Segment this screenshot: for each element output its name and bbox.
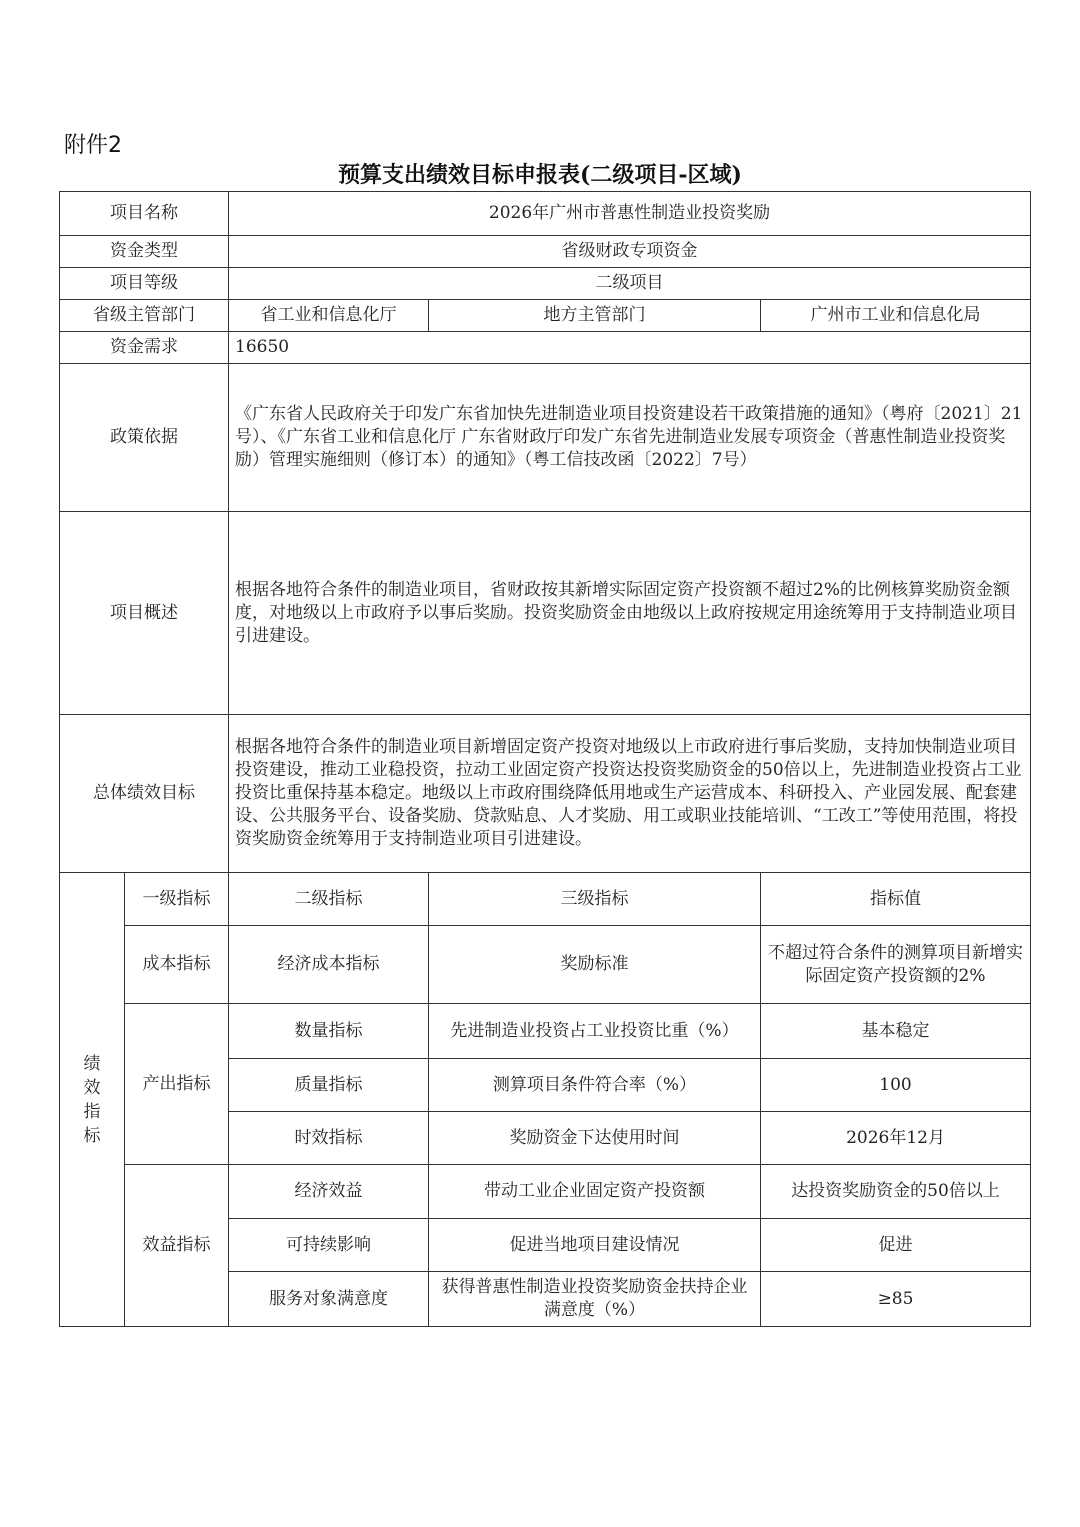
policy-basis-row xyxy=(60,364,1031,512)
project-level-row xyxy=(60,268,1031,300)
indicator-header-row xyxy=(60,873,1031,926)
attachment-label: 附件2 xyxy=(64,133,122,158)
benefit-level2: 可持续影响 xyxy=(229,1219,429,1272)
performance-target-form xyxy=(59,191,1031,1327)
benefit-indicator-row xyxy=(60,1165,1031,1219)
cost-level1: 成本指标 xyxy=(125,926,229,1004)
project-level-value: 二级项目 xyxy=(229,268,1031,300)
output-level3: 测算项目条件符合率（%） xyxy=(429,1059,761,1112)
fund-type-value: 省级财政专项资金 xyxy=(229,236,1031,268)
local-dept-value: 广州市工业和信息化局 xyxy=(761,300,1031,332)
overview-label: 项目概述 xyxy=(60,512,229,715)
output-level2: 质量指标 xyxy=(229,1059,429,1112)
indicator-section-label: 绩效指标 xyxy=(83,1053,101,1146)
policy-basis-value: 《广东省人民政府关于印发广东省加快先进制造业项目投资建设若干政策措施的通知》（粤府〔2021〕21号）、《广东省工业和信息化厅 广东省财政厅印发广东省先进制造业发展专项资金（普惠性制造业投资奖励）管理实施细则（修订本）的通知》（粤工信技改函〔2022〕7号） xyxy=(229,364,1031,512)
provincial-dept-label: 省级主管部门 xyxy=(60,300,229,332)
fund-type-row xyxy=(60,236,1031,268)
output-level3: 奖励资金下达使用时间 xyxy=(429,1112,761,1165)
project-name-value: 2026年广州市普惠性制造业投资奖励 xyxy=(229,192,1031,236)
header-level2: 二级指标 xyxy=(229,873,429,926)
benefit-value: 促进 xyxy=(761,1219,1031,1272)
fund-demand-value: 16650 xyxy=(229,332,1031,364)
output-value: 100 xyxy=(761,1059,1031,1112)
fund-demand-label: 资金需求 xyxy=(60,332,229,364)
benefit-level2: 经济效益 xyxy=(229,1165,429,1219)
fund-demand-row xyxy=(60,332,1031,364)
header-value: 指标值 xyxy=(761,873,1031,926)
benefit-level3: 带动工业企业固定资产投资额 xyxy=(429,1165,761,1219)
provincial-dept-value: 省工业和信息化厅 xyxy=(229,300,429,332)
header-level3: 三级指标 xyxy=(429,873,761,926)
overall-goal-value: 根据各地符合条件的制造业项目新增固定资产投资对地级以上市政府进行事后奖励，支持加快制造业项目投资建设，推动工业稳投资，拉动工业固定资产投资达投资奖励资金的50倍以上，先进制造业投资占工业投资比重保持基本稳定。地级以上市政府围绕降低用地或生产运营成本、科研投入、产业园发展、配套建设、公共服务平台、设备奖励、贷款贴息、人才奖励、用工或职业技能培训、“工改工”等使用范围，将投资奖励资金统筹用于支持制造业项目引进建设。 xyxy=(229,715,1031,873)
output-level2: 时效指标 xyxy=(229,1112,429,1165)
output-value: 2026年12月 xyxy=(761,1112,1031,1165)
fund-type-label: 资金类型 xyxy=(60,236,229,268)
local-dept-label: 地方主管部门 xyxy=(429,300,761,332)
benefit-level3: 获得普惠性制造业投资奖励资金扶持企业满意度（%） xyxy=(429,1272,761,1327)
overall-goal-label: 总体绩效目标 xyxy=(60,715,229,873)
benefit-level1: 效益指标 xyxy=(125,1165,229,1327)
page-title: 预算支出绩效目标申报表(二级项目-区域) xyxy=(338,162,742,188)
output-indicator-row xyxy=(60,1004,1031,1059)
cost-level2: 经济成本指标 xyxy=(229,926,429,1004)
overview-value: 根据各地符合条件的制造业项目，省财政按其新增实际固定资产投资额不超过2%的比例核算奖励资金额度，对地级以上市政府予以事后奖励。投资奖励资金由地级以上政府按规定用途统筹用于支持制造业项目引进建设。 xyxy=(229,512,1031,715)
overall-goal-row xyxy=(60,715,1031,873)
cost-indicator-row xyxy=(60,926,1031,1004)
project-name-label: 项目名称 xyxy=(60,192,229,236)
output-value: 基本稳定 xyxy=(761,1004,1031,1059)
output-level1: 产出指标 xyxy=(125,1004,229,1165)
output-level2: 数量指标 xyxy=(229,1004,429,1059)
output-level3: 先进制造业投资占工业投资比重（%） xyxy=(429,1004,761,1059)
cost-level3: 奖励标准 xyxy=(429,926,761,1004)
benefit-level3: 促进当地项目建设情况 xyxy=(429,1219,761,1272)
cost-value: 不超过符合条件的测算项目新增实际固定资产投资额的2% xyxy=(761,926,1031,1004)
indicator-section-cell xyxy=(60,873,125,1327)
department-row xyxy=(60,300,1031,332)
project-name-row xyxy=(60,192,1031,236)
overview-row xyxy=(60,512,1031,715)
benefit-level2: 服务对象满意度 xyxy=(229,1272,429,1327)
benefit-value: ≥85 xyxy=(761,1272,1031,1327)
benefit-value: 达投资奖励资金的50倍以上 xyxy=(761,1165,1031,1219)
project-level-label: 项目等级 xyxy=(60,268,229,300)
policy-basis-label: 政策依据 xyxy=(60,364,229,512)
header-level1: 一级指标 xyxy=(125,873,229,926)
